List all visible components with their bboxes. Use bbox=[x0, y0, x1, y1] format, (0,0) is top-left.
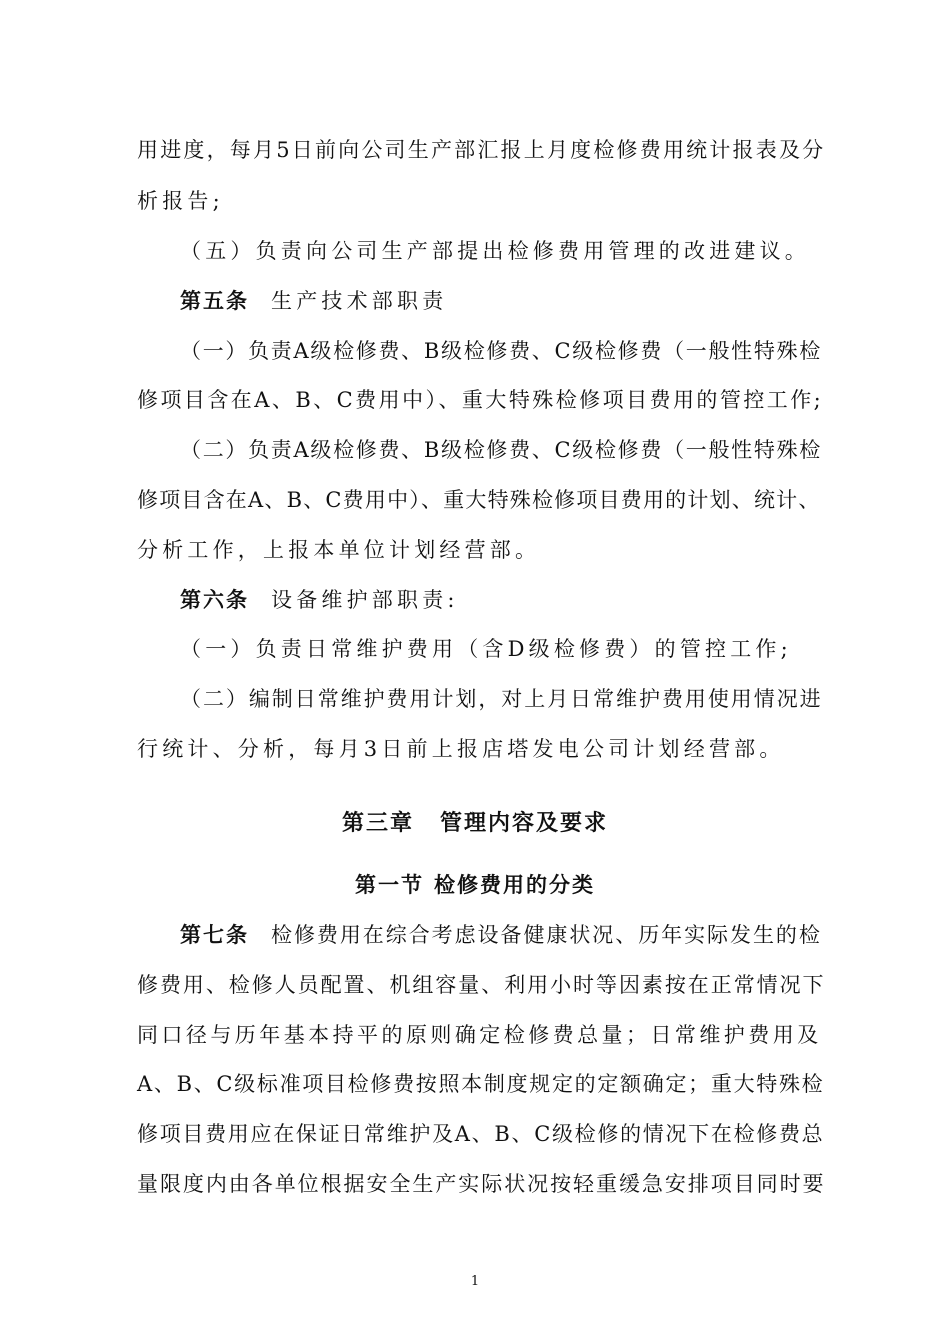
paragraph-line: 同口径与历年基本持平的原则确定检修费总量；日常维护费用及 bbox=[137, 1023, 822, 1047]
article-6-label: 第六条 bbox=[180, 588, 249, 612]
paragraph-line: 修项目含在A、B、C费用中）、重大特殊检修项目费用的管控工作; bbox=[137, 388, 824, 412]
chapter-title: 管理内容及要求 bbox=[440, 811, 609, 836]
paragraph-line: 用进度，每月5日前向公司生产部汇报上月度检修费用统计报表及分 bbox=[137, 138, 826, 162]
paragraph-line: 行统计、分析，每月3日前上报店塔发电公司计划经营部。 bbox=[137, 737, 785, 761]
article-7-text: 检修费用在综合考虑设备健康状况、历年实际发生的检 bbox=[271, 923, 822, 947]
article-5 bbox=[180, 286, 447, 316]
paragraph-line: 分析工作，上报本单位计划经营部。 bbox=[137, 538, 541, 562]
paragraph-line: 修费用、检修人员配置、机组容量、利用小时等因素按在正常情况下 bbox=[137, 973, 826, 997]
paragraph-line: （一）负责A级检修费、B级检修费、C级检修费（一般性特殊检 bbox=[180, 339, 822, 363]
paragraph-line: 析报告; bbox=[137, 189, 224, 213]
paragraph-line: （五）负责向公司生产部提出检修费用管理的改进建议。 bbox=[180, 239, 810, 263]
article-6-text: 设备维护部职责: bbox=[271, 588, 459, 612]
article-5-label: 第五条 bbox=[180, 289, 249, 313]
section-title: 检修费用的分类 bbox=[434, 873, 595, 897]
paragraph-line: （二）编制日常维护费用计划，对上月日常维护费用使用情况进 bbox=[180, 687, 823, 711]
article-7-label: 第七条 bbox=[180, 923, 249, 947]
article-7 bbox=[180, 920, 822, 950]
section-number: 第一节 bbox=[355, 873, 424, 897]
paragraph-line: 修项目含在A、B、C费用中）、重大特殊检修项目费用的计划、统计、 bbox=[137, 488, 821, 512]
paragraph-line: （二）负责A级检修费、B级检修费、C级检修费（一般性特殊检 bbox=[180, 438, 822, 462]
chapter-heading bbox=[0, 809, 950, 839]
chapter-number: 第三章 bbox=[341, 811, 414, 836]
page-number: 1 bbox=[470, 1274, 480, 1289]
paragraph-line: A、B、C级标准项目检修费按照本制度规定的定额确定；重大特殊检 bbox=[137, 1072, 825, 1096]
section-heading bbox=[0, 870, 950, 900]
paragraph-line: （一）负责日常维护费用（含D级检修费）的管控工作; bbox=[180, 637, 792, 661]
paragraph-line: 量限度内由各单位根据安全生产实际状况按轻重缓急安排项目同时要 bbox=[137, 1172, 826, 1196]
article-6 bbox=[180, 585, 459, 615]
article-5-text: 生产技术部职责 bbox=[271, 289, 448, 313]
paragraph-line: 修项目费用应在保证日常维护及A、B、C级检修的情况下在检修费总 bbox=[137, 1122, 825, 1146]
